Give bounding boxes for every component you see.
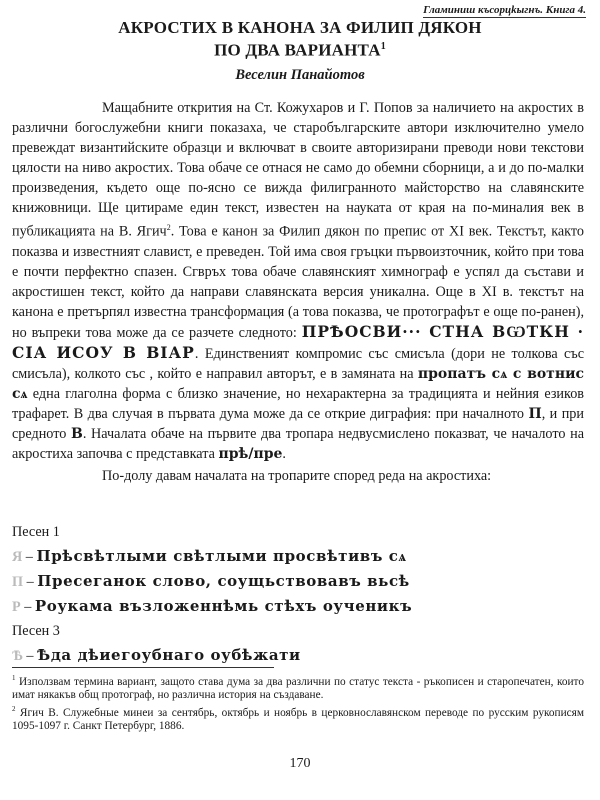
author-name: Веселин Панайотов xyxy=(235,67,365,83)
title-line-2: ПО ДВА ВАРИАНТА$^1$ xyxy=(214,40,386,60)
troparion-line: Я – Прѣсвѣтлыми свѣтлыми просвѣтивъ сѧ xyxy=(12,547,407,565)
article-body xyxy=(12,98,584,486)
footnote-divider xyxy=(12,667,274,668)
acrostic-letter: Я xyxy=(12,549,23,565)
troparion-incipit: Роукама възложеннѣмь стѣхъ оученикъ xyxy=(34,597,413,615)
digraph-letter-2: В xyxy=(70,425,83,442)
acrostic-reading: ПРѢОСВИ··· СТНА ВѠТКН · СІА ИСОУ В ВІАР xyxy=(12,321,585,362)
troparion-incipit: Ѣда дѣиегоубнаго оубѣжати xyxy=(37,646,301,664)
song-heading: Песен 3 xyxy=(12,623,60,639)
footnote-ref-2: 2 xyxy=(166,223,171,232)
troparion-incipit: Пресеганок слово, соущьствовавъ вьсѣ xyxy=(37,572,410,590)
footnote-2: $^2$ Ягич В. Служебные минеи за сентябрь, октябрь и ноябрь в церковнославянском переводе по русским рукописям 1095-1097 г. Санкт Петербург, 1886. xyxy=(12,704,584,732)
troparion-line: Ѣ – Ѣда дѣиегоубнаго оубѣжати xyxy=(12,646,301,664)
prefix-form: прѣ/пре xyxy=(218,445,283,462)
troparion-line: П – Пресеганок слово, соущьствовавъ вьсѣ xyxy=(12,572,410,590)
paragraph-2: По-долу давам началата на тропарите според реда на акростиха: xyxy=(102,467,492,484)
running-head: Гламиниш късорцkыгнъ. Книга 4. xyxy=(423,4,586,16)
footnotes xyxy=(12,672,584,734)
title-footnote-ref: 1 xyxy=(380,41,386,52)
song-heading: Песен 1 xyxy=(12,524,60,540)
article-title xyxy=(0,18,600,60)
troparia-list xyxy=(12,520,584,668)
footnote-1: $^1$ Използвам термина вариант, защото става дума за два различни по статус текста - ръкописен и старопечатен, които имат някакъв общ протограф, но различна история на създаване. xyxy=(12,674,584,701)
acrostic-letter: Ѣ xyxy=(12,648,23,664)
acrostic-letter: Р xyxy=(12,599,21,615)
acrostic-letter: П xyxy=(12,574,24,590)
digraph-letter-1: П xyxy=(528,405,542,422)
troparion-line: Р – Роукама възложеннѣмь стѣхъ оученикъ xyxy=(12,597,413,615)
old-church-slavonic-phrase: пропатъ сѧ с вотнис сѧ xyxy=(12,365,584,402)
title-line-1: АКРОСТИХ В КАНОНА ЗА ФИЛИП ДЯКОН xyxy=(118,18,482,37)
page-number: 170 xyxy=(289,756,311,771)
paragraph-1: Мащабните открития на Ст. Кожухаров и Г. Попов за наличието на акростих в различни богослужебни книги показаха, че старобългарските автори изключително умело превеждат византийските образци и включват в своите авторизирани преводи нови текстови цялости на ниво акростих. Това обаче се отнася не само до обемни сборници, а и до по-малки произведения, където още по-ясно се вижда филигранното майсторство на славянските книжовници. Ще цитираме един текст, известен на науката от края на по-миналия век в публикацията на В. Ягич$^2$. Това е канон за Филип дякон по препис от XI век. Текстът, както показва и известният славист, е преведен. Той има своя гръцки първоизточник, който при това е почти перфектно спазен. Сгвръх това обаче славянският химнограф е успял да състави и акростишен текст, който да направи славянската версия уникална. Още в XI в. текстът на канона е претърпял известна трансформация (а това показва, че протографът е още по-ранен), но въпреки това може да се разчете следното: ПРѢОСВИ··· СТНА ВѠТКН · СІА ИСОУ В ВІАР. Единственият компромис със смисъла (дори не толкова със смисъла), колкото със , който е направил авторът, е в замяната на пропатъ сѧ с вотнис сѧ една глаголна форма с близко значение, но нехарактерна за традицията и нейния езиков трафарет. В два случая в първата дума може да се открие диграфия: при началното П, и при средното В. Началата обаче на първите два тропара недвусмислено показват, че началото на акростиха започва с представката прѣ/пре. xyxy=(12,100,585,462)
troparion-incipit: Прѣсвѣтлыми свѣтлыми просвѣтивъ сѧ xyxy=(36,547,407,565)
